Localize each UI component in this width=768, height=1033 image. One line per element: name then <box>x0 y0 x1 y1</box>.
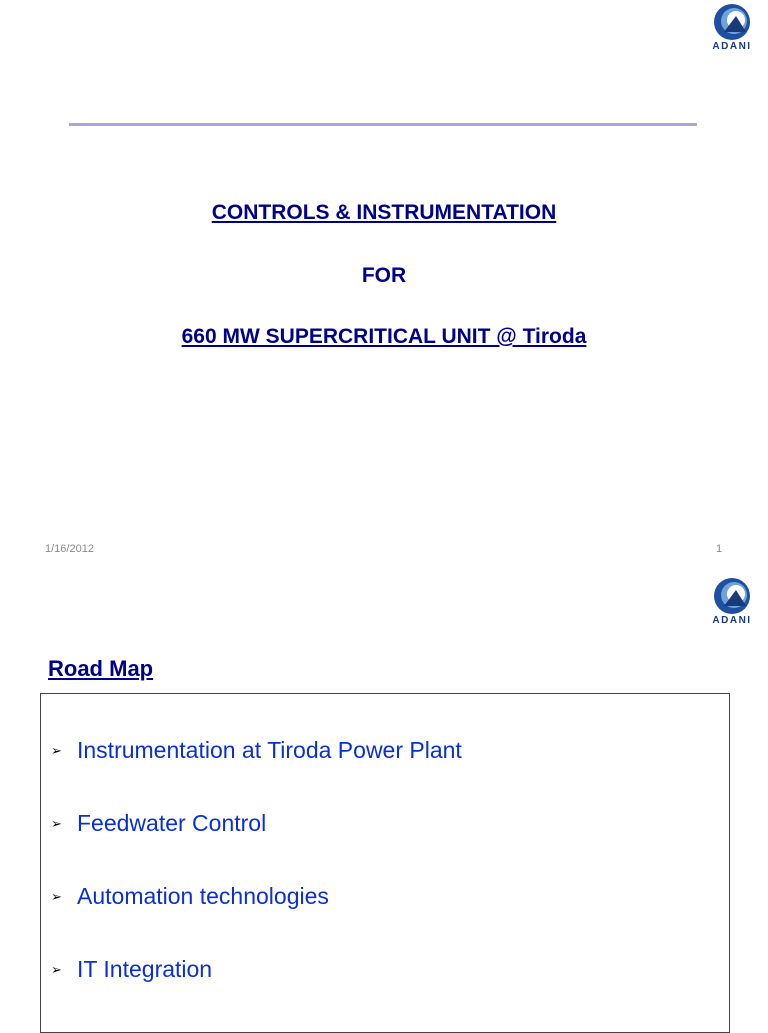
road-map-box <box>40 693 730 1033</box>
road-map-slide <box>0 572 768 1024</box>
arrow-bullet-icon: ➢ <box>51 816 62 831</box>
list-item-label: Instrumentation at Tiroda Power Plant <box>77 737 462 763</box>
adani-logo-icon <box>712 2 752 42</box>
logo-text: ADANI <box>712 615 752 626</box>
title-divider <box>69 123 697 126</box>
list-item-label: Feedwater Control <box>77 810 267 836</box>
arrow-bullet-icon: ➢ <box>51 889 62 904</box>
title-line-1: CONTROLS & INSTRUMENTATION <box>211 201 557 224</box>
title-line-2: FOR <box>361 264 407 287</box>
adani-logo <box>702 576 762 636</box>
title-line-3: 660 MW SUPERCRITICAL UNIT @ Tiroda <box>181 325 587 348</box>
arrow-bullet-icon: ➢ <box>51 962 62 977</box>
adani-logo <box>702 2 762 62</box>
list-item-label: Automation technologies <box>77 883 329 909</box>
footer-date: 1/16/2012 <box>45 543 94 555</box>
section-heading: Road Map <box>48 656 154 681</box>
arrow-bullet-icon: ➢ <box>51 743 62 758</box>
logo-text: ADANI <box>712 41 752 52</box>
list-item-label: IT Integration <box>77 956 213 982</box>
footer-page-number: 1 <box>716 543 723 555</box>
adani-logo-icon <box>712 576 752 616</box>
